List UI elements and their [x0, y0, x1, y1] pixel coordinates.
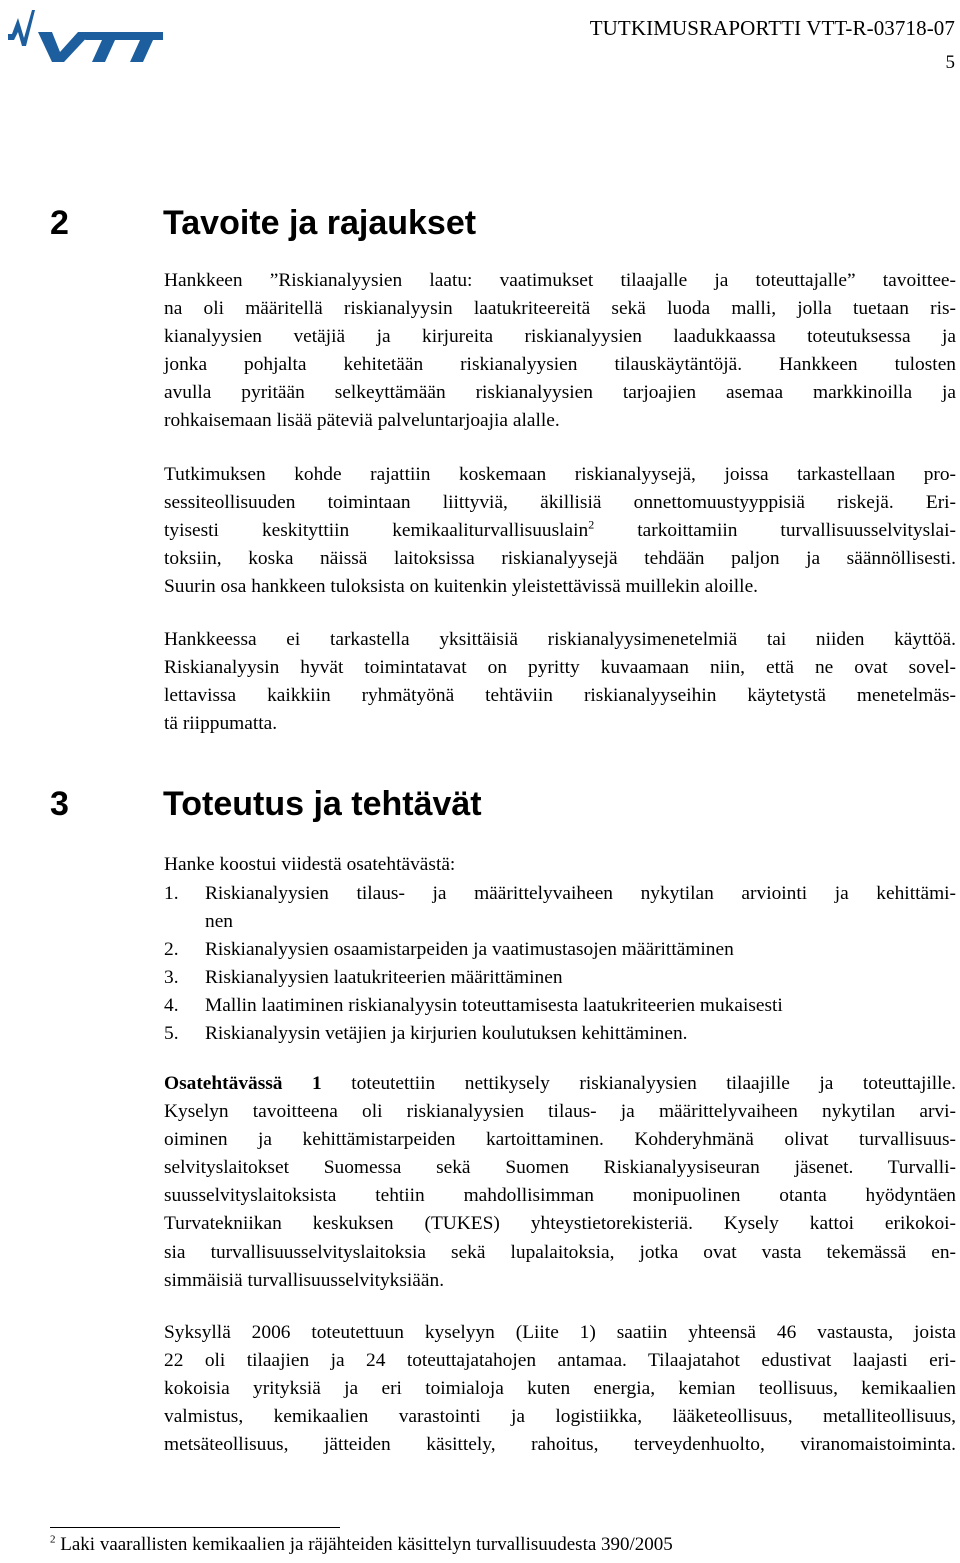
text-line: Tutkimuksen kohde rajattiin koskemaan riskianalyysejä, joissa tarkastellaan pro- — [164, 464, 956, 485]
list-item — [164, 964, 956, 992]
list-text: Mallin laatiminen riskianalyysin toteuttamisesta laatukriteerien mukaisesti — [205, 995, 783, 1016]
text-line: Turvatekniikan keskuksen (TUKES) yhteystietorekisteriä. Kysely kattoi erikokoi- — [164, 1213, 956, 1235]
text-line: valmistus, kemikaalien varastointi ja logistiikka, lääketeollisuus, metalliteollisuus, — [164, 1406, 956, 1428]
text-line: kianalyysien vetäjiä ja kirjureita riskianalyysien laadukkaassa toteutuksessa ja — [164, 326, 956, 348]
text-line: kokoisia yrityksiä ja eri toimialoja kuten energia, kemian teollisuus, kemikaalien — [164, 1378, 956, 1400]
paragraph-survey-results — [164, 1319, 956, 1459]
text-line: simmäisiä turvallisuusselvityksiään. — [164, 1269, 445, 1291]
text-segment: tyisesti keskityttiin kemikaaliturvallisuuslain — [164, 520, 589, 542]
text-line: Suurin osa hankkeen tuloksista on kuitenkin yleistettävissä muillekin aloille. — [164, 576, 759, 598]
footnote — [50, 1534, 673, 1556]
paragraph-subtask-1 — [164, 1070, 956, 1295]
list-text: Riskianalyysien laatukriteerien määrittäminen — [205, 967, 563, 988]
vtt-logo-graphic — [8, 8, 163, 64]
vtt-logo — [8, 8, 163, 64]
report-id: TUTKIMUSRAPORTTI VTT-R-03718-07 — [589, 16, 955, 40]
text-line: Syksyllä 2006 toteutettuun kyselyyn (Liite 1) saatiin yhteensä 46 vastausta, joista — [164, 1322, 956, 1343]
footnote-reference: 2 — [588, 517, 595, 532]
text-line: sia turvallisuusselvityslaitoksia sekä lupalaitoksia, jotka ovat vasta tekemässä en- — [164, 1241, 956, 1263]
text-line: tä riippumatta. — [164, 713, 278, 735]
paragraph-methods-note — [164, 626, 956, 738]
section-title: Toteutus ja tehtävät — [163, 785, 482, 823]
footnote-mark: 2 — [50, 1533, 56, 1546]
text-line: toksiin, koska näissä laitoksissa riskianalyysejä tehdään paljon ja säännöllisesti. — [164, 548, 956, 570]
list-number: 3. — [164, 967, 179, 988]
text-line: metsäteollisuus, jätteiden käsittely, rahoitus, terveydenhuolto, viranomaistoiminta. — [164, 1434, 956, 1456]
footnote-text: Laki vaarallisten kemikaalien ja räjähteiden käsittelyn turvallisuudesta 390/2005 — [55, 1534, 673, 1555]
text-line: Kyselyn tavoitteena oli riskianalyysien tilaus- ja määrittelyvaiheen nykytilan arvi- — [164, 1101, 956, 1123]
list-number: 1. — [164, 883, 179, 904]
text-line: Hankkeessa ei tarkastella yksittäisiä riskianalyysimenetelmiä tai niiden käyttöä. — [164, 629, 956, 650]
list-text: Riskianalyysien osaamistarpeiden ja vaatimustasojen määrittäminen — [205, 939, 734, 960]
page-number: 5 — [945, 52, 955, 73]
section-heading-3 — [50, 785, 482, 824]
text-line: avulla pyritään selkeyttämään riskianalyysien tarjoajien asemaa markkinoilla ja — [164, 382, 956, 404]
text-line: sessiteollisuuden toimintaan liittyviä, äkillisiä onnettomuustyyppisiä riskejä. Eri- — [164, 492, 956, 514]
list-item — [164, 992, 956, 1020]
list-item — [164, 880, 956, 936]
text-line — [164, 517, 956, 545]
text-line: Hanke koostui viidestä osatehtävästä: — [164, 854, 456, 875]
list-text: Riskianalyysien tilaus- ja määrittelyvaiheen nykytilan arviointi ja kehittämi- — [205, 883, 956, 904]
list-item — [164, 936, 956, 964]
text-line: suusselvityslaitoksista tehtiin mahdollisimman monipuolinen otanta hyödyntäen — [164, 1185, 956, 1207]
text-line: jonka pohjalta kehitetään riskianalyysien tilauskäytäntöjä. Hankkeen tulosten — [164, 354, 956, 376]
text-line — [164, 1070, 956, 1098]
text-segment: toteutettiin nettikysely riskianalyysien tilaajille ja toteuttajille. — [321, 1073, 956, 1094]
paragraph-scope — [164, 461, 956, 601]
list-text: Riskianalyysin vetäjien ja kirjurien koulutuksen kehittäminen. — [205, 1023, 688, 1044]
text-line: Riskianalyysin hyvät toimintatavat on pyritty kuvaamaan niin, että ne ovat sovel- — [164, 657, 956, 679]
text-line: na oli määritellä riskianalyysin laatukriteereitä sekä luoda malli, jolla tuetaan ris- — [164, 298, 956, 320]
list-number: 4. — [164, 995, 179, 1016]
section-title: Tavoite ja rajaukset — [163, 204, 477, 242]
list-text: nen — [205, 911, 233, 932]
paragraph-goal — [164, 267, 956, 436]
text-segment: tarkoittamiin turvallisuusselvityslai- — [594, 520, 957, 542]
text-line: lettavissa kaikkiin ryhmätyönä tehtäviin riskianalyyseihin käytetystä menetelmäs- — [164, 685, 956, 707]
text-line: rohkaisemaan lisää päteviä palveluntarjoajia alalle. — [164, 410, 560, 432]
section-heading-2 — [50, 204, 476, 243]
footnote-divider — [50, 1527, 340, 1528]
text-line: 22 oli tilaajien ja 24 toteuttajatahojen antamaa. Tilaajatahot edustivat laajasti eri- — [164, 1350, 956, 1372]
section-number: 2 — [50, 204, 69, 242]
text-line: selvityslaitokset Suomessa sekä Suomen Riskianalyysiseuran jäsenet. Turvalli- — [164, 1157, 956, 1179]
list-number: 5. — [164, 1023, 179, 1044]
tasks-intro — [164, 851, 956, 879]
task-list — [164, 880, 956, 1048]
list-item — [164, 1020, 956, 1048]
bold-term: Osatehtävässä 1 — [164, 1073, 322, 1094]
section-number: 3 — [50, 785, 69, 823]
text-line: oiminen ja kehittämistarpeiden kartoittaminen. Kohderyhmänä olivat turvallisuus- — [164, 1129, 956, 1151]
text-line: Hankkeen ”Riskianalyysien laatu: vaatimukset tilaajalle ja toteuttajalle” tavoittee- — [164, 270, 956, 291]
list-number: 2. — [164, 939, 179, 960]
